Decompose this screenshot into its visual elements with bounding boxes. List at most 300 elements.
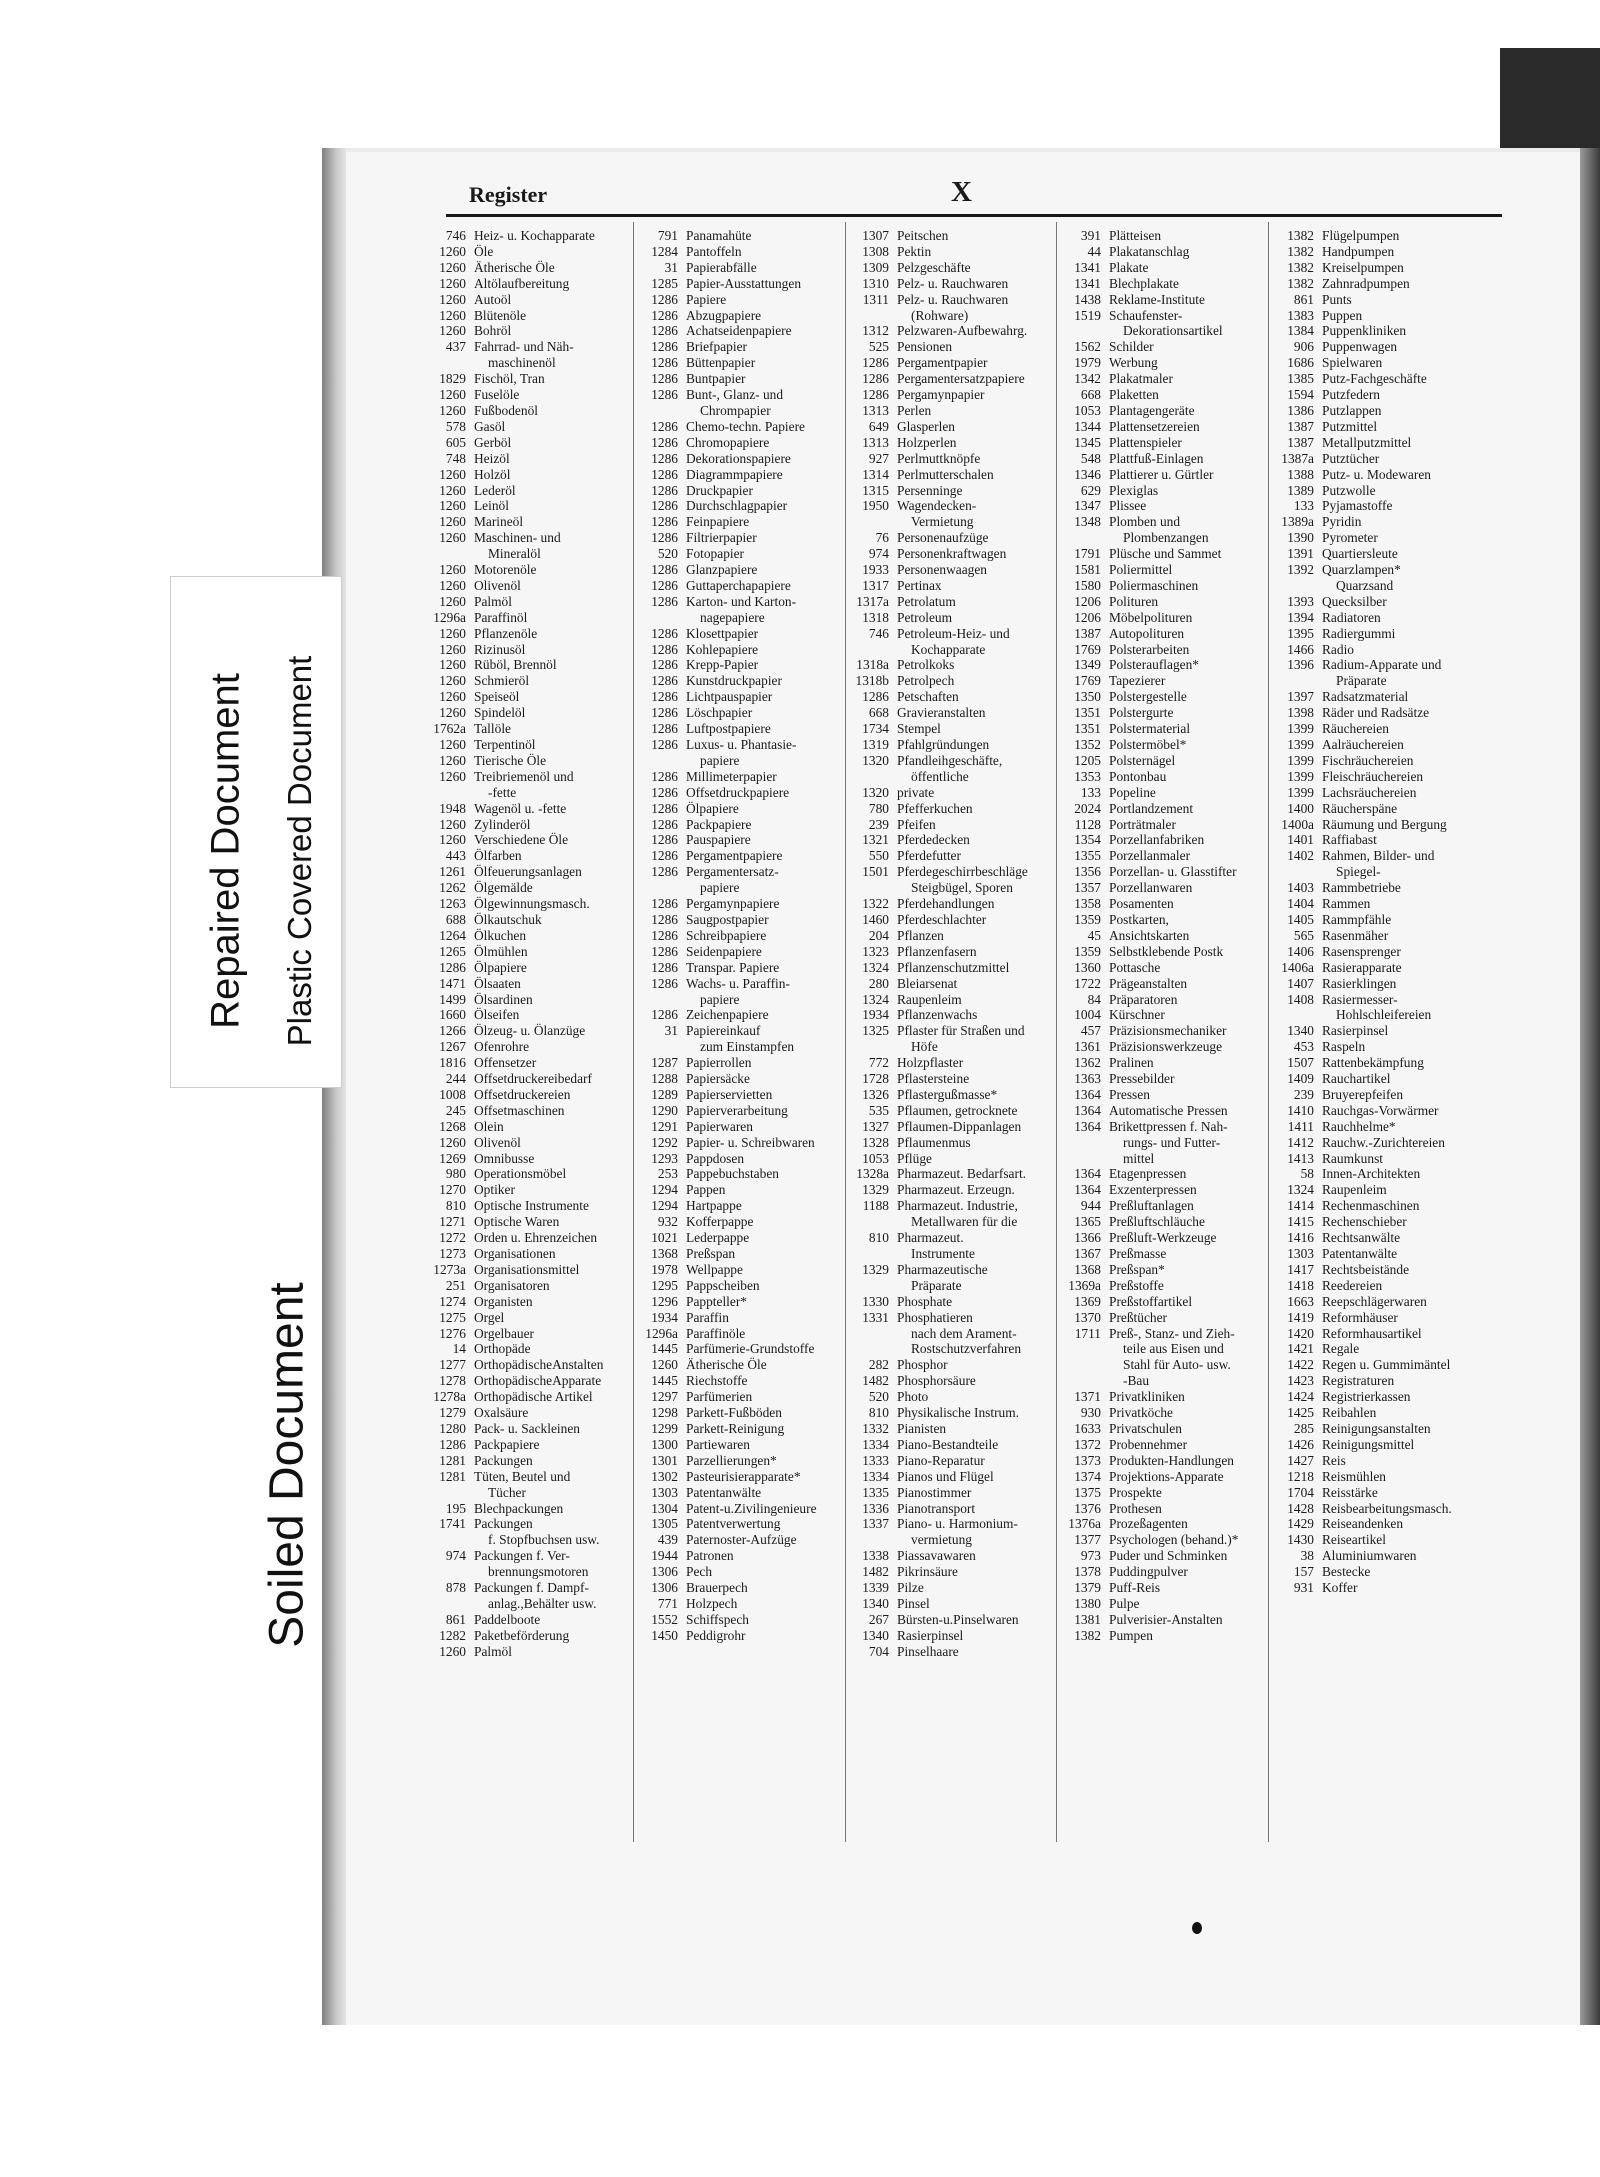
index-entry (1061, 1341, 1266, 1357)
entry-text: Rahmen, Bilder- und (1322, 848, 1435, 864)
entry-text: Phosphate (897, 1293, 953, 1309)
entry-number: 1285 (651, 275, 678, 291)
index-column-3 (849, 228, 1054, 1660)
entry-number: 1362 (1074, 1055, 1101, 1071)
entry-number: 1471 (439, 975, 466, 991)
entry-number: 251 (445, 1277, 466, 1293)
entry-text: Terpentinöl (474, 737, 536, 752)
entry-number: 1340 (1287, 1023, 1314, 1039)
index-entry (849, 626, 1054, 642)
index-entry (638, 292, 843, 308)
entry-number: 1260 (439, 816, 466, 832)
index-entry (638, 562, 843, 578)
index-entry (849, 1326, 1054, 1342)
entry-text: Pinsel (897, 1595, 930, 1611)
entry-text: Prothesen (1109, 1500, 1162, 1516)
index-entry (849, 594, 1054, 610)
entry-number: 1402 (1287, 848, 1314, 864)
entry-text: Pergamentpapiere (686, 848, 783, 864)
index-entry (426, 944, 631, 960)
index-entry (426, 1485, 631, 1501)
entry-number: 1053 (862, 1150, 889, 1166)
entry-text: Pfefferkuchen (897, 800, 973, 816)
index-entry (1274, 1516, 1479, 1532)
index-entry (1274, 1166, 1479, 1182)
entry-number: 1317 (862, 577, 889, 593)
index-entry (849, 1628, 1054, 1644)
entry-number: 1260 (439, 243, 466, 259)
entry-number: 1286 (651, 737, 678, 752)
entry-text: Putzwolle (1322, 482, 1376, 498)
index-entry (426, 260, 631, 276)
entry-number: 1321 (862, 832, 889, 848)
entry-number: 810 (868, 1230, 889, 1246)
entry-text: Rattenbekämpfung (1322, 1055, 1424, 1071)
entry-text: Petrolatum (897, 593, 956, 609)
entry-number: 1418 (1287, 1277, 1314, 1293)
page-header (445, 176, 1501, 212)
entry-text: Fahrrad- und Näh- (474, 339, 574, 355)
entry-text: Poliermittel (1109, 562, 1173, 578)
entry-number: 1286 (651, 450, 678, 466)
entry-text: Rasierklingen (1322, 975, 1397, 991)
index-column-5 (1274, 228, 1479, 1596)
entry-number: 1369 (1074, 1293, 1101, 1309)
index-entry (1274, 1310, 1479, 1326)
entry-text: Pyridin (1322, 514, 1362, 530)
entry-text: Bürsten-u.Pinselwaren (897, 1611, 1019, 1627)
entry-text: nagepapiere (700, 609, 765, 625)
entry-text: Punts (1322, 291, 1352, 307)
entry-number: 1206 (1074, 609, 1101, 625)
index-entry (1061, 1103, 1266, 1119)
index-entry (1061, 562, 1266, 578)
index-entry (426, 594, 631, 610)
entry-text: papiere (700, 880, 740, 896)
index-entry (1061, 1310, 1266, 1326)
entry-text: Saugpostpapier (686, 911, 769, 927)
entry-number (849, 642, 897, 658)
entry-text: Packpapiere (686, 816, 752, 832)
entry-number: 45 (1087, 927, 1101, 943)
entry-number: 1286 (651, 1007, 678, 1023)
entry-number: 1286 (651, 291, 678, 307)
entry-text: Petrolkoks (897, 657, 955, 673)
entry-number: 1360 (1074, 959, 1101, 975)
index-entry (1061, 1453, 1266, 1469)
index-entry (849, 1469, 1054, 1485)
entry-number: 1359 (1074, 943, 1101, 959)
index-entry (849, 387, 1054, 403)
entry-text: Physikalische Instrum. (897, 1405, 1019, 1421)
entry-number: 1265 (439, 943, 466, 959)
repaired-document-label: Repaired Document (203, 673, 248, 1029)
entry-number (426, 785, 474, 801)
entry-text: Holzpflaster (897, 1055, 964, 1071)
entry-number: 253 (657, 1166, 678, 1182)
entry-text: Lachsräuchereien (1322, 784, 1417, 800)
entry-number: 1286 (651, 705, 678, 721)
index-entry (1274, 1103, 1479, 1119)
entry-number: 1399 (1287, 784, 1314, 800)
entry-text: Maschinen- und (474, 530, 561, 546)
entry-text: Packungen f. Ver- (474, 1548, 570, 1564)
index-entry (638, 260, 843, 276)
entry-number: 1298 (651, 1405, 678, 1421)
entry-text: Rasiermesser- (1322, 991, 1398, 1007)
entry-number: 1319 (862, 737, 889, 752)
entry-number: 1302 (651, 1468, 678, 1484)
entry-text: Quecksilber (1322, 593, 1387, 609)
entry-text: Pertinax (897, 577, 942, 593)
entry-text: Innen-Architekten (1322, 1166, 1421, 1182)
index-entry (638, 721, 843, 737)
entry-text: Quartiersleute (1322, 546, 1398, 562)
index-entry (849, 657, 1054, 673)
index-entry (638, 435, 843, 451)
entry-text: Rasierpinsel (897, 1627, 964, 1643)
entry-number: 1392 (1287, 562, 1314, 578)
entry-number: 1382 (1287, 275, 1314, 291)
index-entry (849, 530, 1054, 546)
entry-text: Reinigungsmittel (1322, 1436, 1415, 1452)
entry-number: 1260 (439, 259, 466, 275)
entry-number: 1297 (651, 1389, 678, 1405)
entry-text: Schmieröl (474, 673, 530, 689)
entry-number: 1351 (1074, 705, 1101, 721)
entry-text: Kunstdruckpapier (686, 673, 782, 689)
index-entry (1061, 514, 1266, 530)
entry-number: 1286 (651, 911, 678, 927)
entry-text: Diagrammpapiere (686, 466, 783, 482)
entry-number: 1406 (1287, 943, 1314, 959)
entry-text: Papierrollen (686, 1055, 752, 1071)
index-entry (426, 737, 631, 753)
entry-text: Ölpapiere (474, 959, 527, 975)
entry-number: 1262 (439, 880, 466, 896)
entry-number: 1310 (862, 275, 889, 291)
entry-number: 1286 (862, 387, 889, 403)
entry-number: 1791 (1074, 546, 1101, 562)
entry-text: Brikettpressen f. Nah- (1109, 1118, 1228, 1134)
entry-text: Paraffinöle (686, 1325, 746, 1341)
entry-text: Orthopäde (474, 1341, 531, 1357)
entry-number (638, 992, 686, 1008)
entry-text: Quarzsand (1336, 577, 1394, 593)
entry-number: 1296a (433, 609, 466, 625)
entry-text: Pferdedecken (897, 832, 970, 848)
entry-text: Präzisionswerkzeuge (1109, 1039, 1223, 1055)
entry-number: 1294 (651, 1198, 678, 1214)
entry-text: Pianos und Flügel (897, 1468, 994, 1484)
entry-number: 1286 (651, 482, 678, 498)
index-entry (1274, 753, 1479, 769)
entry-number: 1326 (862, 1086, 889, 1102)
entry-number: 1328a (856, 1166, 889, 1182)
entry-number (1061, 1357, 1109, 1373)
index-entry (1274, 435, 1479, 451)
index-entry (638, 1055, 843, 1071)
entry-number: 1399 (1287, 752, 1314, 768)
entry-text: Pelz- u. Rauchwaren (897, 291, 1009, 307)
entry-number: 1368 (1074, 1261, 1101, 1277)
index-entry (849, 721, 1054, 737)
index-entry (1274, 387, 1479, 403)
entry-number: 1328 (862, 1134, 889, 1150)
entry-text: Personenaufzüge (897, 530, 989, 546)
entry-number: 1329 (862, 1261, 889, 1277)
index-entry (1274, 1580, 1479, 1596)
index-entry (638, 1007, 843, 1023)
index-entry (426, 1055, 631, 1071)
entry-number: 1334 (862, 1468, 889, 1484)
entry-number: 1260 (439, 832, 466, 848)
entry-text: Probennehmer (1109, 1436, 1188, 1452)
index-entry (849, 1357, 1054, 1373)
entry-number: 1291 (651, 1118, 678, 1134)
entry-text: Aluminiumwaren (1322, 1548, 1417, 1564)
entry-number: 1445 (651, 1341, 678, 1357)
index-entry (1061, 1023, 1266, 1039)
entry-number: 1260 (439, 387, 466, 403)
entry-number: 1323 (862, 943, 889, 959)
entry-text: Pflaumenmus (897, 1134, 971, 1150)
index-entry (1274, 1198, 1479, 1214)
entry-text: Optische Waren (474, 1214, 560, 1230)
entry-number: 932 (657, 1214, 678, 1230)
index-entry (1061, 1055, 1266, 1071)
entry-number (849, 1341, 897, 1357)
entry-text: Pflanzenwachs (897, 1007, 978, 1023)
entry-number: 1660 (439, 1007, 466, 1023)
entry-text: Möbelpolituren (1109, 609, 1193, 625)
entry-number: 280 (868, 975, 889, 991)
index-entry (1061, 896, 1266, 912)
entry-number: 1345 (1074, 434, 1101, 450)
index-entry (426, 1135, 631, 1151)
index-entry (638, 1310, 843, 1326)
index-entry (849, 562, 1054, 578)
index-entry (426, 1214, 631, 1230)
entry-number: 1368 (651, 1246, 678, 1261)
entry-text: Bohröl (474, 323, 512, 339)
entry-number: 1393 (1287, 593, 1314, 609)
entry-number: 1307 (862, 228, 889, 243)
entry-number: 1342 (1074, 371, 1101, 387)
index-entry (1274, 1469, 1479, 1485)
entry-number: 1260 (439, 577, 466, 593)
entry-number: 1269 (439, 1150, 466, 1166)
index-entry (1061, 1182, 1266, 1198)
entry-text: Produkten-Handlungen (1109, 1452, 1234, 1468)
entry-text: Perlen (897, 402, 932, 418)
entry-text: Rasierapparate (1322, 959, 1402, 975)
entry-text: Spielwaren (1322, 355, 1383, 371)
index-entry (426, 832, 631, 848)
entry-number: 1286 (651, 641, 678, 657)
entry-number: 1286 (651, 466, 678, 482)
entry-number: 520 (868, 1389, 889, 1405)
index-entry (1061, 1262, 1266, 1278)
entry-number: 1286 (651, 657, 678, 673)
entry-number: 1382 (1287, 243, 1314, 259)
entry-number: 1260 (439, 530, 466, 546)
index-entry (849, 1119, 1054, 1135)
entry-number: 1314 (862, 466, 889, 482)
entry-text: Phosphor (897, 1357, 948, 1373)
entry-number: 76 (875, 530, 889, 546)
index-entry (638, 753, 843, 769)
entry-text: Pflastersteine (897, 1071, 970, 1087)
entry-number: 1409 (1287, 1071, 1314, 1087)
index-entry (426, 1087, 631, 1103)
entry-text: Räumung und Bergung (1322, 816, 1447, 832)
index-entry (849, 1087, 1054, 1103)
entry-number: 906 (1293, 339, 1314, 355)
index-entry (638, 864, 843, 880)
entry-number: 1364 (1074, 1118, 1101, 1134)
entry-text: Persenninge (897, 482, 963, 498)
index-entry (1061, 642, 1266, 658)
index-entry (426, 1023, 631, 1039)
index-entry (1061, 880, 1266, 896)
plastic-covered-document-label: Plastic Covered Document (281, 655, 318, 1047)
entry-text: papiere (700, 991, 740, 1007)
entry-text: Radiatoren (1322, 609, 1381, 625)
entry-number: 1260 (439, 752, 466, 768)
entry-text: Stahl für Auto- usw. (1123, 1357, 1231, 1373)
entry-text: Preßluftschläuche (1109, 1214, 1205, 1230)
entry-text: Krepp-Papier (686, 657, 759, 673)
index-entry (849, 1580, 1054, 1596)
index-entry (426, 323, 631, 339)
entry-number: 1427 (1287, 1452, 1314, 1468)
entry-number: 1260 (439, 307, 466, 323)
entry-number: 1934 (862, 1007, 889, 1023)
entry-text: teile aus Eisen und (1123, 1341, 1224, 1357)
index-entry (1061, 546, 1266, 562)
entry-text: Plomben und (1109, 514, 1181, 530)
entry-number: 391 (1080, 228, 1101, 243)
entry-number: 1354 (1074, 832, 1101, 848)
entry-text: Ölgemälde (474, 880, 533, 896)
index-entry (1274, 514, 1479, 530)
entry-text: Pflanzenfasern (897, 943, 977, 959)
index-entry (1061, 753, 1266, 769)
index-entry (1061, 1612, 1266, 1628)
entry-number: 1438 (1074, 291, 1101, 307)
index-entry (426, 801, 631, 817)
entry-text: Glanzpapiere (686, 562, 758, 578)
index-entry (1061, 1548, 1266, 1564)
index-entry (638, 1485, 843, 1501)
entry-number (638, 610, 686, 626)
entry-text: -fette (488, 784, 517, 800)
entry-text: Wellpappe (686, 1261, 743, 1277)
index-entry (1061, 1469, 1266, 1485)
index-entry (1274, 960, 1479, 976)
index-entry (849, 355, 1054, 371)
index-entry (638, 1564, 843, 1580)
index-entry (1061, 705, 1266, 721)
entry-text: Polsterauflagen* (1109, 657, 1199, 673)
entry-text: Orgel (474, 1309, 505, 1325)
entry-text: Guttaperchapapiere (686, 577, 791, 593)
index-entry (1274, 1341, 1479, 1357)
index-entry (426, 928, 631, 944)
entry-number: 1188 (862, 1198, 889, 1214)
entry-text: Porzellanwaren (1109, 880, 1193, 896)
entry-number: 1507 (1287, 1055, 1314, 1071)
entry-number: 1287 (651, 1055, 678, 1071)
index-entry (849, 689, 1054, 705)
entry-number (638, 880, 686, 896)
index-entry (849, 1246, 1054, 1262)
index-entry (1061, 673, 1266, 689)
column-separator (845, 222, 846, 1842)
entry-number: 1389a (1281, 514, 1314, 530)
index-entry (638, 546, 843, 562)
entry-number: 930 (1080, 1405, 1101, 1421)
index-entry (1061, 1087, 1266, 1103)
index-entry (638, 339, 843, 355)
index-entry (638, 1405, 843, 1421)
entry-number: 1382 (1074, 1627, 1101, 1643)
index-entry (1061, 1516, 1266, 1532)
index-entry (426, 562, 631, 578)
index-entry (1061, 483, 1266, 499)
entry-text: Fotopapier (686, 546, 745, 562)
entry-number: 1260 (439, 673, 466, 689)
entry-number: 1271 (439, 1214, 466, 1230)
index-entry (849, 1532, 1054, 1548)
entry-text: Hohlschleifereien (1336, 1007, 1432, 1023)
entry-number: 550 (868, 848, 889, 864)
entry-number: 1275 (439, 1309, 466, 1325)
entry-text: Lederpappe (686, 1230, 750, 1246)
index-entry (849, 1166, 1054, 1182)
entry-number: 1386 (1287, 402, 1314, 418)
entry-text: Olivenöl (474, 577, 521, 593)
entry-number: 1284 (651, 243, 678, 259)
entry-number: 1264 (439, 927, 466, 943)
index-entry (849, 832, 1054, 848)
entry-text: Putztücher (1322, 450, 1380, 466)
index-entry (1061, 419, 1266, 435)
entry-text: Höfe (911, 1039, 938, 1055)
entry-number: 157 (1293, 1564, 1314, 1580)
index-entry (1274, 1023, 1479, 1039)
entry-number: 1403 (1287, 880, 1314, 896)
entry-text: Palmöl (474, 593, 512, 609)
entry-number: 1366 (1074, 1230, 1101, 1246)
entry-number: 1286 (862, 689, 889, 705)
entry-text: Metallputzmittel (1322, 434, 1412, 450)
entry-number: 1355 (1074, 848, 1101, 864)
entry-number: 1416 (1287, 1230, 1314, 1246)
entry-text: Offsetdruckpapiere (686, 784, 790, 800)
entry-text: Putz- u. Modewaren (1322, 466, 1431, 482)
index-entry (426, 1580, 631, 1596)
index-entry (1061, 848, 1266, 864)
entry-text: Motorenöle (474, 562, 537, 578)
entry-text: Puder und Schminken (1109, 1548, 1228, 1564)
index-entry (1061, 578, 1266, 594)
index-entry (1061, 1357, 1266, 1373)
entry-text: Feinpapiere (686, 514, 750, 530)
entry-number: 1351 (1074, 721, 1101, 737)
index-entry (1061, 769, 1266, 785)
